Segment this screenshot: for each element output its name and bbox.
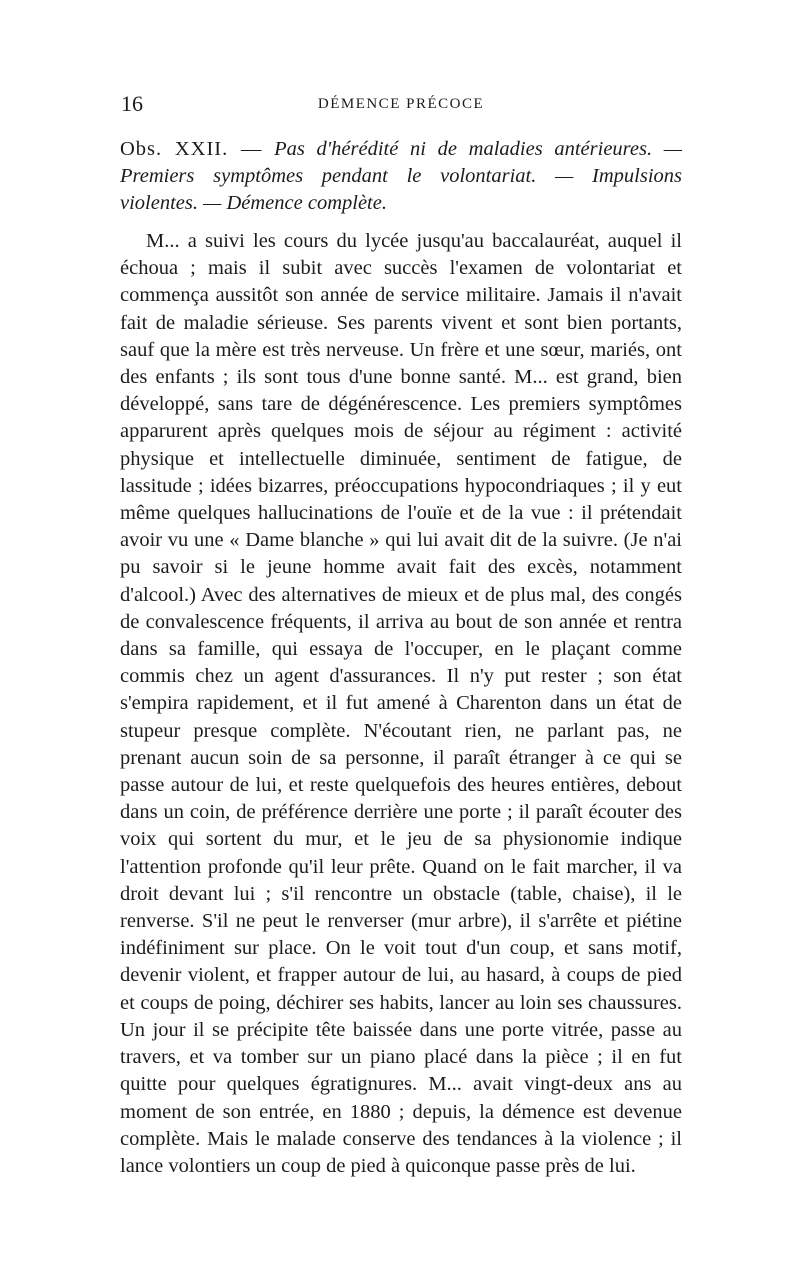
running-head <box>121 91 681 117</box>
page-number: 16 <box>121 91 143 116</box>
observation-label: Obs. XXII. — <box>120 138 263 160</box>
body-paragraph: M... a suivi les cours du lycée jusqu'au baccalauréat, auquel il échoua ; mais il subit avec succès l'examen de volontariat et commença aussitôt son année de service militaire. Jamais il n'avait fait de maladie sérieuse. Ses parents vivent et sont bien portants, sauf que la mère est très nerveuse. Un frère et une sœur, mariés, ont des enfants ; ils sont tous d'une bonne santé. M... est grand, bien développé, sans tare de dégénérescence. Les premiers symptômes apparurent après quelques mois de séjour au régiment : activité physique et intellectuelle diminuée, sentiment de fatigue, de lassitude ; idées bizarres, préoccupations hypocondriaques ; il y eut même quelques hallucinations de l'ouïe et de la vue : il prétendait avoir vu une « Dame blanche » qui lui avait dit de la suivre. (Je n'ai pu savoir si le jeune homme avait fait des excès, notamment d'alcool.) Avec des alternatives de mieux et de plus mal, des congés de convalescence fréquents, il arriva au bout de son année et rentra dans sa famille, qui essaya de l'occuper, en le plaçant comme commis chez un agent d'assurances. Il n'y put rester ; son état s'empira rapidement, et il fut amené à Charenton dans un état de stupeur presque complète. N'écoutant rien, ne parlant pas, ne prenant aucun soin de sa personne, il paraît étranger à ce qui se passe autour de lui, et reste quelquefois des heures entières, debout dans un coin, de préférence derrière une porte ; il paraît écouter des voix qui sortent du mur, et le jeu de sa physionomie indique l'attention profonde qu'il leur prête. Quand on le fait marcher, il va droit devant lui ; s'il rencontre un obstacle (table, chaise), il le renverse. S'il ne peut le renverser (mur arbre), il s'arrête et piétine indéfiniment sur place. On le voit tout d'un coup, et sans motif, devenir violent, et frapper autour de lui, au hasard, à coups de pied et coups de poing, déchirer ses habits, lancer au loin ses chaussures. Un jour il se précipite tête baissée dans une porte vitrée, passe au travers, et va tomber sur un piano placé dans la pièce ; il en fut quitte pour quelques égratignures. M... avait vingt-deux ans au moment de son entrée, en 1880 ; depuis, la démence est devenue complète. Mais le malade conserve des tendances à la violence ; il lance volontiers un coup de pied à quiconque passe près de lui. <box>120 230 682 1177</box>
observation-heading <box>120 136 682 217</box>
running-title: DÉMENCE PRÉCOCE <box>317 96 485 112</box>
observation-title: Pas d'hérédité ni de maladies antérieures. — Premiers symptômes pendant le volontariat. — Impulsions violentes. — Démence complète. <box>120 138 682 214</box>
text-block <box>120 136 682 1180</box>
